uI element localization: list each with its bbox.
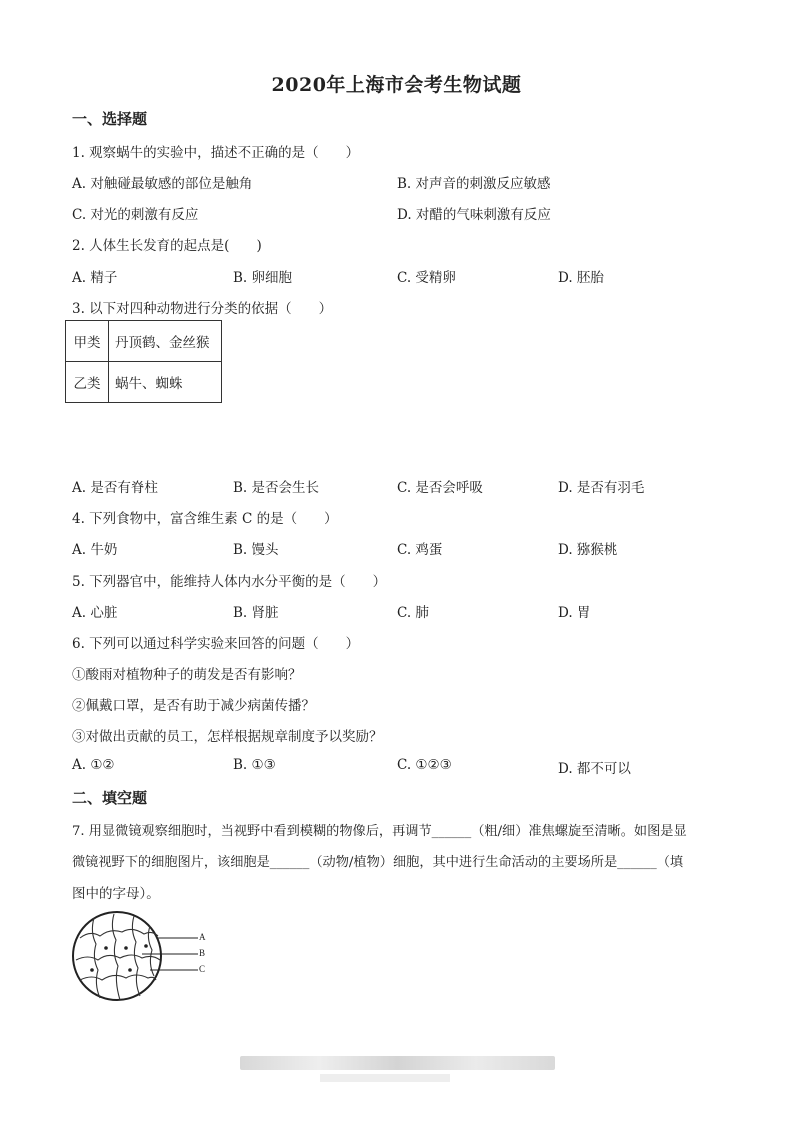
question-7-line-1: 7. 用显微镜观察细胞时，当视野中看到模糊的物像后，再调节______（粗/细）准焦螺旋至清晰。如图是显 bbox=[72, 824, 687, 839]
table-cell-category: 乙类 bbox=[66, 362, 109, 403]
question-6-stem: 6. 下列可以通过科学实验来回答的问题（ ） bbox=[72, 636, 360, 652]
question-2-option-a: A. 精子 bbox=[72, 270, 118, 286]
question-4-stem: 4. 下列食物中，富含维生素 C 的是（ ） bbox=[72, 511, 338, 527]
question-3-option-d: D. 是否有羽毛 bbox=[558, 480, 645, 496]
question-4-option-a: A. 牛奶 bbox=[72, 542, 118, 558]
footer-watermark bbox=[240, 1056, 555, 1070]
question-4-option-c: C. 鸡蛋 bbox=[397, 542, 443, 558]
question-6-option-b: B. ①③ bbox=[233, 757, 276, 773]
question-1-option-a: A. 对触碰最敏感的部位是触角 bbox=[72, 176, 253, 192]
table-cell-animals: 丹顶鹤、金丝猴 bbox=[109, 321, 222, 362]
question-3-stem: 3. 以下对四种动物进行分类的依据（ ） bbox=[72, 301, 333, 317]
question-6-statement-1: ①酸雨对植物种子的萌发是否有影响？ bbox=[72, 667, 302, 683]
question-2-option-c: C. 受精卵 bbox=[397, 270, 456, 286]
question-1-option-b: B. 对声音的刺激反应敏感 bbox=[397, 176, 551, 192]
diagram-label-c: C bbox=[199, 964, 206, 974]
question-3-option-a: A. 是否有脊柱 bbox=[72, 480, 158, 496]
question-6-option-d: D. 都不可以 bbox=[558, 761, 631, 777]
question-5-option-d: D. 胃 bbox=[558, 605, 591, 621]
question-3-option-b: B. 是否会生长 bbox=[233, 480, 320, 496]
question-4-option-d: D. 猕猴桃 bbox=[558, 542, 618, 558]
question-7-line-2: 微镜视野下的细胞图片，该细胞是______（动物/植物）细胞，其中进行生命活动的主要场所是______（填 bbox=[72, 855, 684, 870]
question-6-statement-3: ③对做出贡献的员工，怎样根据规章制度予以奖励？ bbox=[72, 729, 383, 745]
table-row bbox=[66, 321, 222, 362]
question-1-option-c: C. 对光的刺激有反应 bbox=[72, 207, 199, 223]
table-cell-animals: 蜗牛、蜘蛛 bbox=[109, 362, 222, 403]
diagram-label-a: A bbox=[199, 932, 206, 942]
cell-diagram bbox=[70, 908, 215, 1003]
question-5-option-a: A. 心脏 bbox=[72, 605, 118, 621]
question-5-option-c: C. 肺 bbox=[397, 605, 429, 621]
page-title: 2020年上海市会考生物试题 bbox=[271, 74, 522, 96]
question-2-option-d: D. 胚胎 bbox=[558, 270, 604, 286]
section-heading-fill: 二、填空题 bbox=[72, 789, 148, 807]
question-1-stem: 1. 观察蜗牛的实验中，描述不正确的是（ ） bbox=[72, 145, 360, 161]
question-5-option-b: B. 肾脏 bbox=[233, 605, 279, 621]
question-2-option-b: B. 卵细胞 bbox=[233, 270, 293, 286]
question-7-line-3: 图中的字母）。 bbox=[72, 886, 160, 902]
classification-table bbox=[65, 320, 222, 403]
question-6-option-c: C. ①②③ bbox=[397, 757, 452, 773]
question-6-statement-2: ②佩戴口罩，是否有助于减少病菌传播？ bbox=[72, 698, 315, 714]
question-2-stem: 2. 人体生长发育的起点是( ) bbox=[72, 238, 262, 254]
diagram-label-b: B bbox=[199, 948, 206, 958]
question-3-option-c: C. 是否会呼吸 bbox=[397, 480, 483, 496]
table-row bbox=[66, 362, 222, 403]
table-cell-category: 甲类 bbox=[66, 321, 109, 362]
question-1-option-d: D. 对醋的气味刺激有反应 bbox=[397, 207, 551, 223]
footer-watermark-sub bbox=[320, 1074, 450, 1082]
question-6-option-a: A. ①② bbox=[72, 757, 115, 773]
question-4-option-b: B. 馒头 bbox=[233, 542, 279, 558]
question-5-stem: 5. 下列器官中，能维持人体内水分平衡的是（ ） bbox=[72, 574, 387, 590]
section-heading-choice: 一、选择题 bbox=[72, 110, 148, 128]
